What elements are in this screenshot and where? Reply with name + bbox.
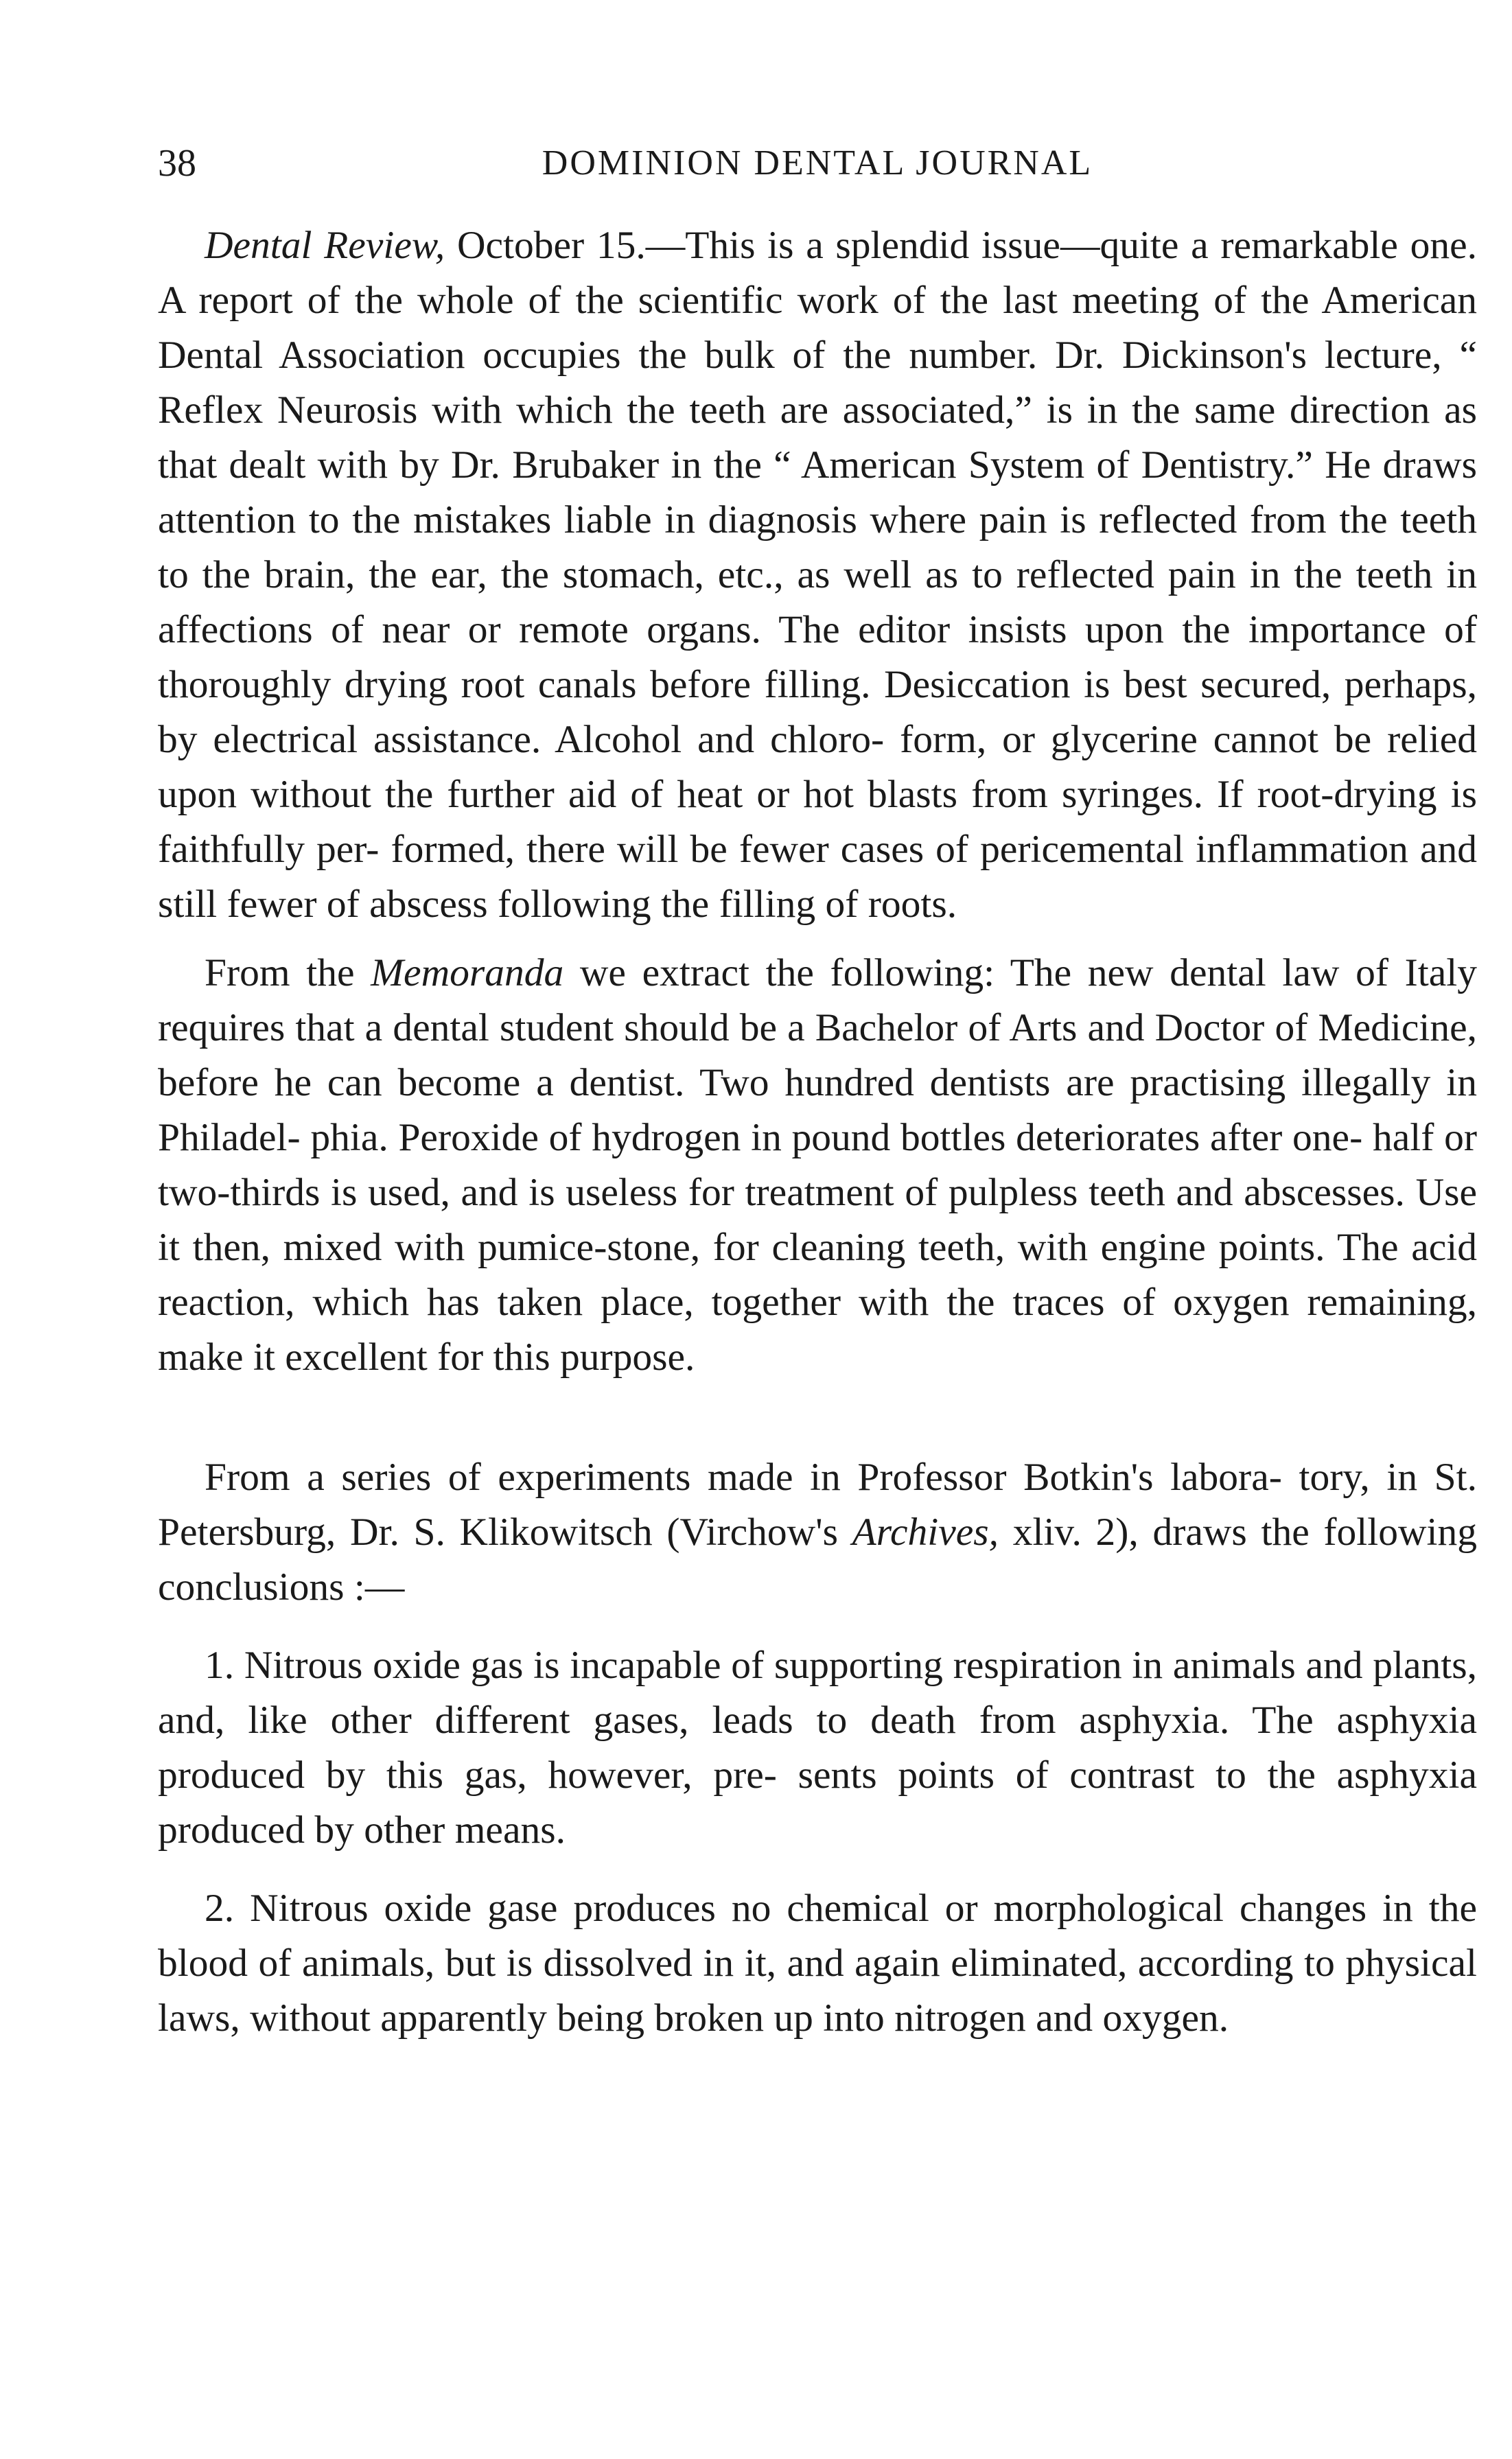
text-line: stomach, etc., as well as to reflected pain in the teeth in affections (158, 553, 1477, 651)
text-line: still fewer of abscess following the filling of roots. (158, 883, 957, 926)
text-line: from asphyxia. The asphyxia produced by this gas, however, pre- (158, 1699, 1477, 1797)
text-line: October 15.—This is a splendid issue—quite a (445, 224, 1209, 267)
running-title: DOMINION DENTAL JOURNAL (542, 143, 1093, 183)
text-line: the last meeting of the American Dental Association occupies the (158, 279, 1478, 377)
text-line: 1. Nitrous oxide gas is incapable of supporting respiration in (205, 1644, 1163, 1687)
text-line: changes in the blood of animals, but is dissolved in it, and again (158, 1887, 1478, 1985)
dental-review-title: Dental Review, (205, 224, 445, 267)
text-line: of thoroughly drying root canals before filling. Desiccation is best (158, 608, 1477, 706)
text-line: cleaning teeth, with engine points. The acid reaction, which has (158, 1226, 1478, 1324)
text-line: that dealt with by Dr. Brubaker in the “ American System of (158, 443, 1130, 487)
page-header (158, 136, 1477, 191)
text-line: where pain is reflected from the teeth to the brain, the ear, the (158, 498, 1478, 596)
conclusion-2 (158, 1881, 1477, 2046)
text-line: teeth and abscesses. Use it then, mixed with pumice-stone, for (158, 1171, 1478, 1269)
text-line: we extract the following: The new (563, 951, 1154, 994)
text-line: bulk of the number. Dr. Dickinson's lecture, “ Reflex Neurosis (158, 334, 1478, 432)
memoranda-title: Memoranda (371, 951, 564, 994)
text-line: with which the teeth are associated,” is in the same direction as (432, 388, 1477, 432)
text-line: secured, perhaps, by electrical assistance. Alcohol and chloro- (158, 663, 1477, 761)
text-line: formed, there will be fewer cases of pericemental inflammation and (391, 828, 1477, 871)
text-line: 2. Nitrous oxide gase produces no chemical or morphological (205, 1887, 1224, 1930)
page-number: 38 (158, 142, 196, 185)
text-fragment: From the (205, 951, 371, 994)
article-body (158, 218, 1477, 2046)
text-line: eliminated, according to physical laws, without apparently being (158, 1942, 1477, 2040)
text-fragment: tory, in St. Petersburg, Dr. S. Klikowitsch (Virchow's (158, 1456, 1478, 1554)
text-line: animals and plants, and, like other different gases, leads to death (158, 1644, 1478, 1742)
text-line: remarkable one. A report of the whole of the scientific work of (158, 224, 1477, 322)
text-line: phia. Peroxide of hydrogen in pound bottles deteriorates after one- (310, 1116, 1363, 1159)
paragraph-dental-review (158, 218, 1477, 932)
text-line: of near or remote organs. The editor insists upon the importance (331, 608, 1426, 651)
text-line: dental law of Italy requires that a dental student should be a (158, 951, 1477, 1049)
text-line: Bachelor of Arts and Doctor of Medicine, before he can become a (158, 1006, 1477, 1104)
archives-title: Archives, (852, 1511, 999, 1554)
text-line: heat or hot blasts from syringes. If root-drying is faithfully per- (158, 773, 1478, 871)
paragraph-memoranda (158, 946, 1477, 1385)
paragraph-experiments-intro (158, 1450, 1477, 1615)
conclusion-1 (158, 1638, 1477, 1858)
text-line: excellent for this purpose. (285, 1336, 695, 1379)
text-line: taken place, together with the traces of oxygen remaining, make it (158, 1281, 1477, 1379)
text-line: From a series of experiments made in Professor Botkin's labora- (205, 1456, 1282, 1499)
text-line: half or two-thirds is used, and is useless for treatment of pulpless (158, 1116, 1477, 1214)
text-line: Dentistry.” He draws attention to the mistakes liable in diagnosis (158, 443, 1477, 541)
text-line: dentist. Two hundred dentists are practising illegally in Philadel- (158, 1061, 1478, 1159)
text-line: sents points of contrast to the asphyxia produced by other means. (158, 1753, 1477, 1852)
text-line: form, or glycerine cannot be relied upon without the further aid of (158, 718, 1478, 816)
text-line: broken up into nitrogen and oxygen. (654, 1996, 1229, 2040)
text-line: xliv. 2), draws the following conclusions :— (158, 1511, 1477, 1609)
